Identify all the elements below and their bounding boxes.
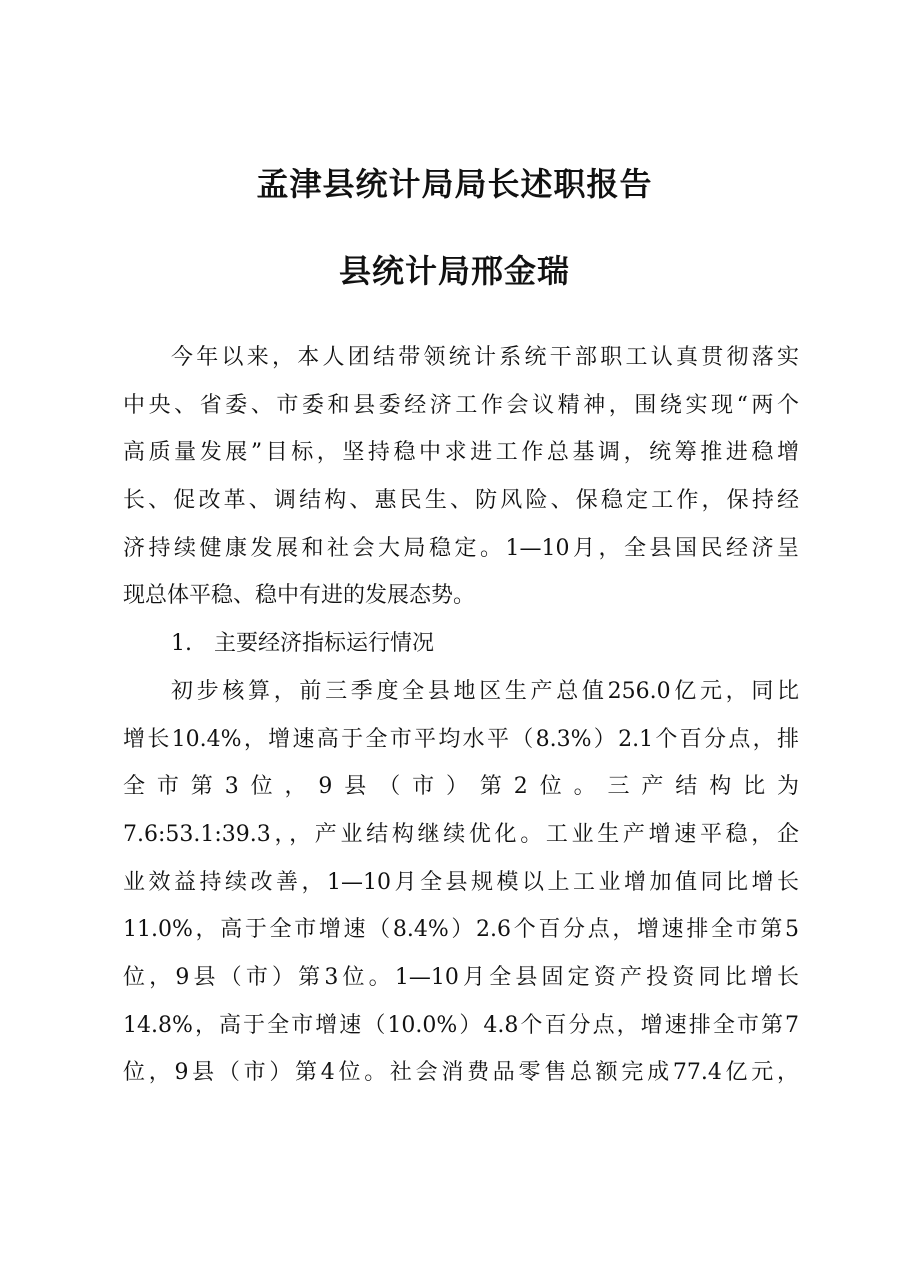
paragraph-line: 全市第3位，9县（市）第2位。三产结构比为 [123,774,799,800]
paragraph-line: 现总体平稳、稳中有进的发展态势。 [123,583,476,609]
paragraph-line: 位，9县（市）第3位。1—10月全县固定资产投资同比增长 [123,964,799,990]
paragraph-line: 今年以来，本人团结带领统计系统干部职工认真贯彻落实 [171,345,799,370]
paragraph-line: 济持续健康发展和社会大局稳定。1—10月，全县国民经济呈 [123,535,799,561]
paragraph-line: 高质量发展”目标，坚持稳中求进工作总基调，统筹推进稳增 [123,440,799,466]
paragraph-line: 业效益持续改善，1—10月全县规模以上工业增加值同比增长 [123,869,799,895]
document-title: 孟津县统计局局长述职报告 [256,165,653,203]
document-author-line: 县统计局邢金瑞 [338,252,570,290]
paragraph-line: 14.8%，高于全市增速（10.0%）4.8个百分点，增速排全市第7 [123,1012,799,1038]
paragraph-line: 初步核算，前三季度全县地区生产总值256.0亿元，同比 [171,678,799,704]
paragraph-line: 中央、省委、市委和县委经济工作会议精神，围绕实现“两个 [123,392,799,418]
paragraph-line: 7.6:53.1:39.3，，产业结构继续优化。工业生产增速平稳，企 [123,821,799,847]
paragraph-line: 增长10.4%，增速高于全市平均水平（8.3%）2.1个百分点，排 [123,726,799,752]
paragraph-line: 位，9县（市）第4位。社会消费品零售总额完成77.4亿元， [123,1060,799,1086]
document-body [123,334,799,1097]
paragraph-line: 长、促改革、调结构、惠民生、防风险、保稳定工作，保持经 [123,488,799,514]
paragraph-line: 11.0%，高于全市增速（8.4%）2.6个百分点，增速排全市第5 [123,917,799,943]
section-heading: 1. 主要经济指标运行情况 [171,631,434,657]
